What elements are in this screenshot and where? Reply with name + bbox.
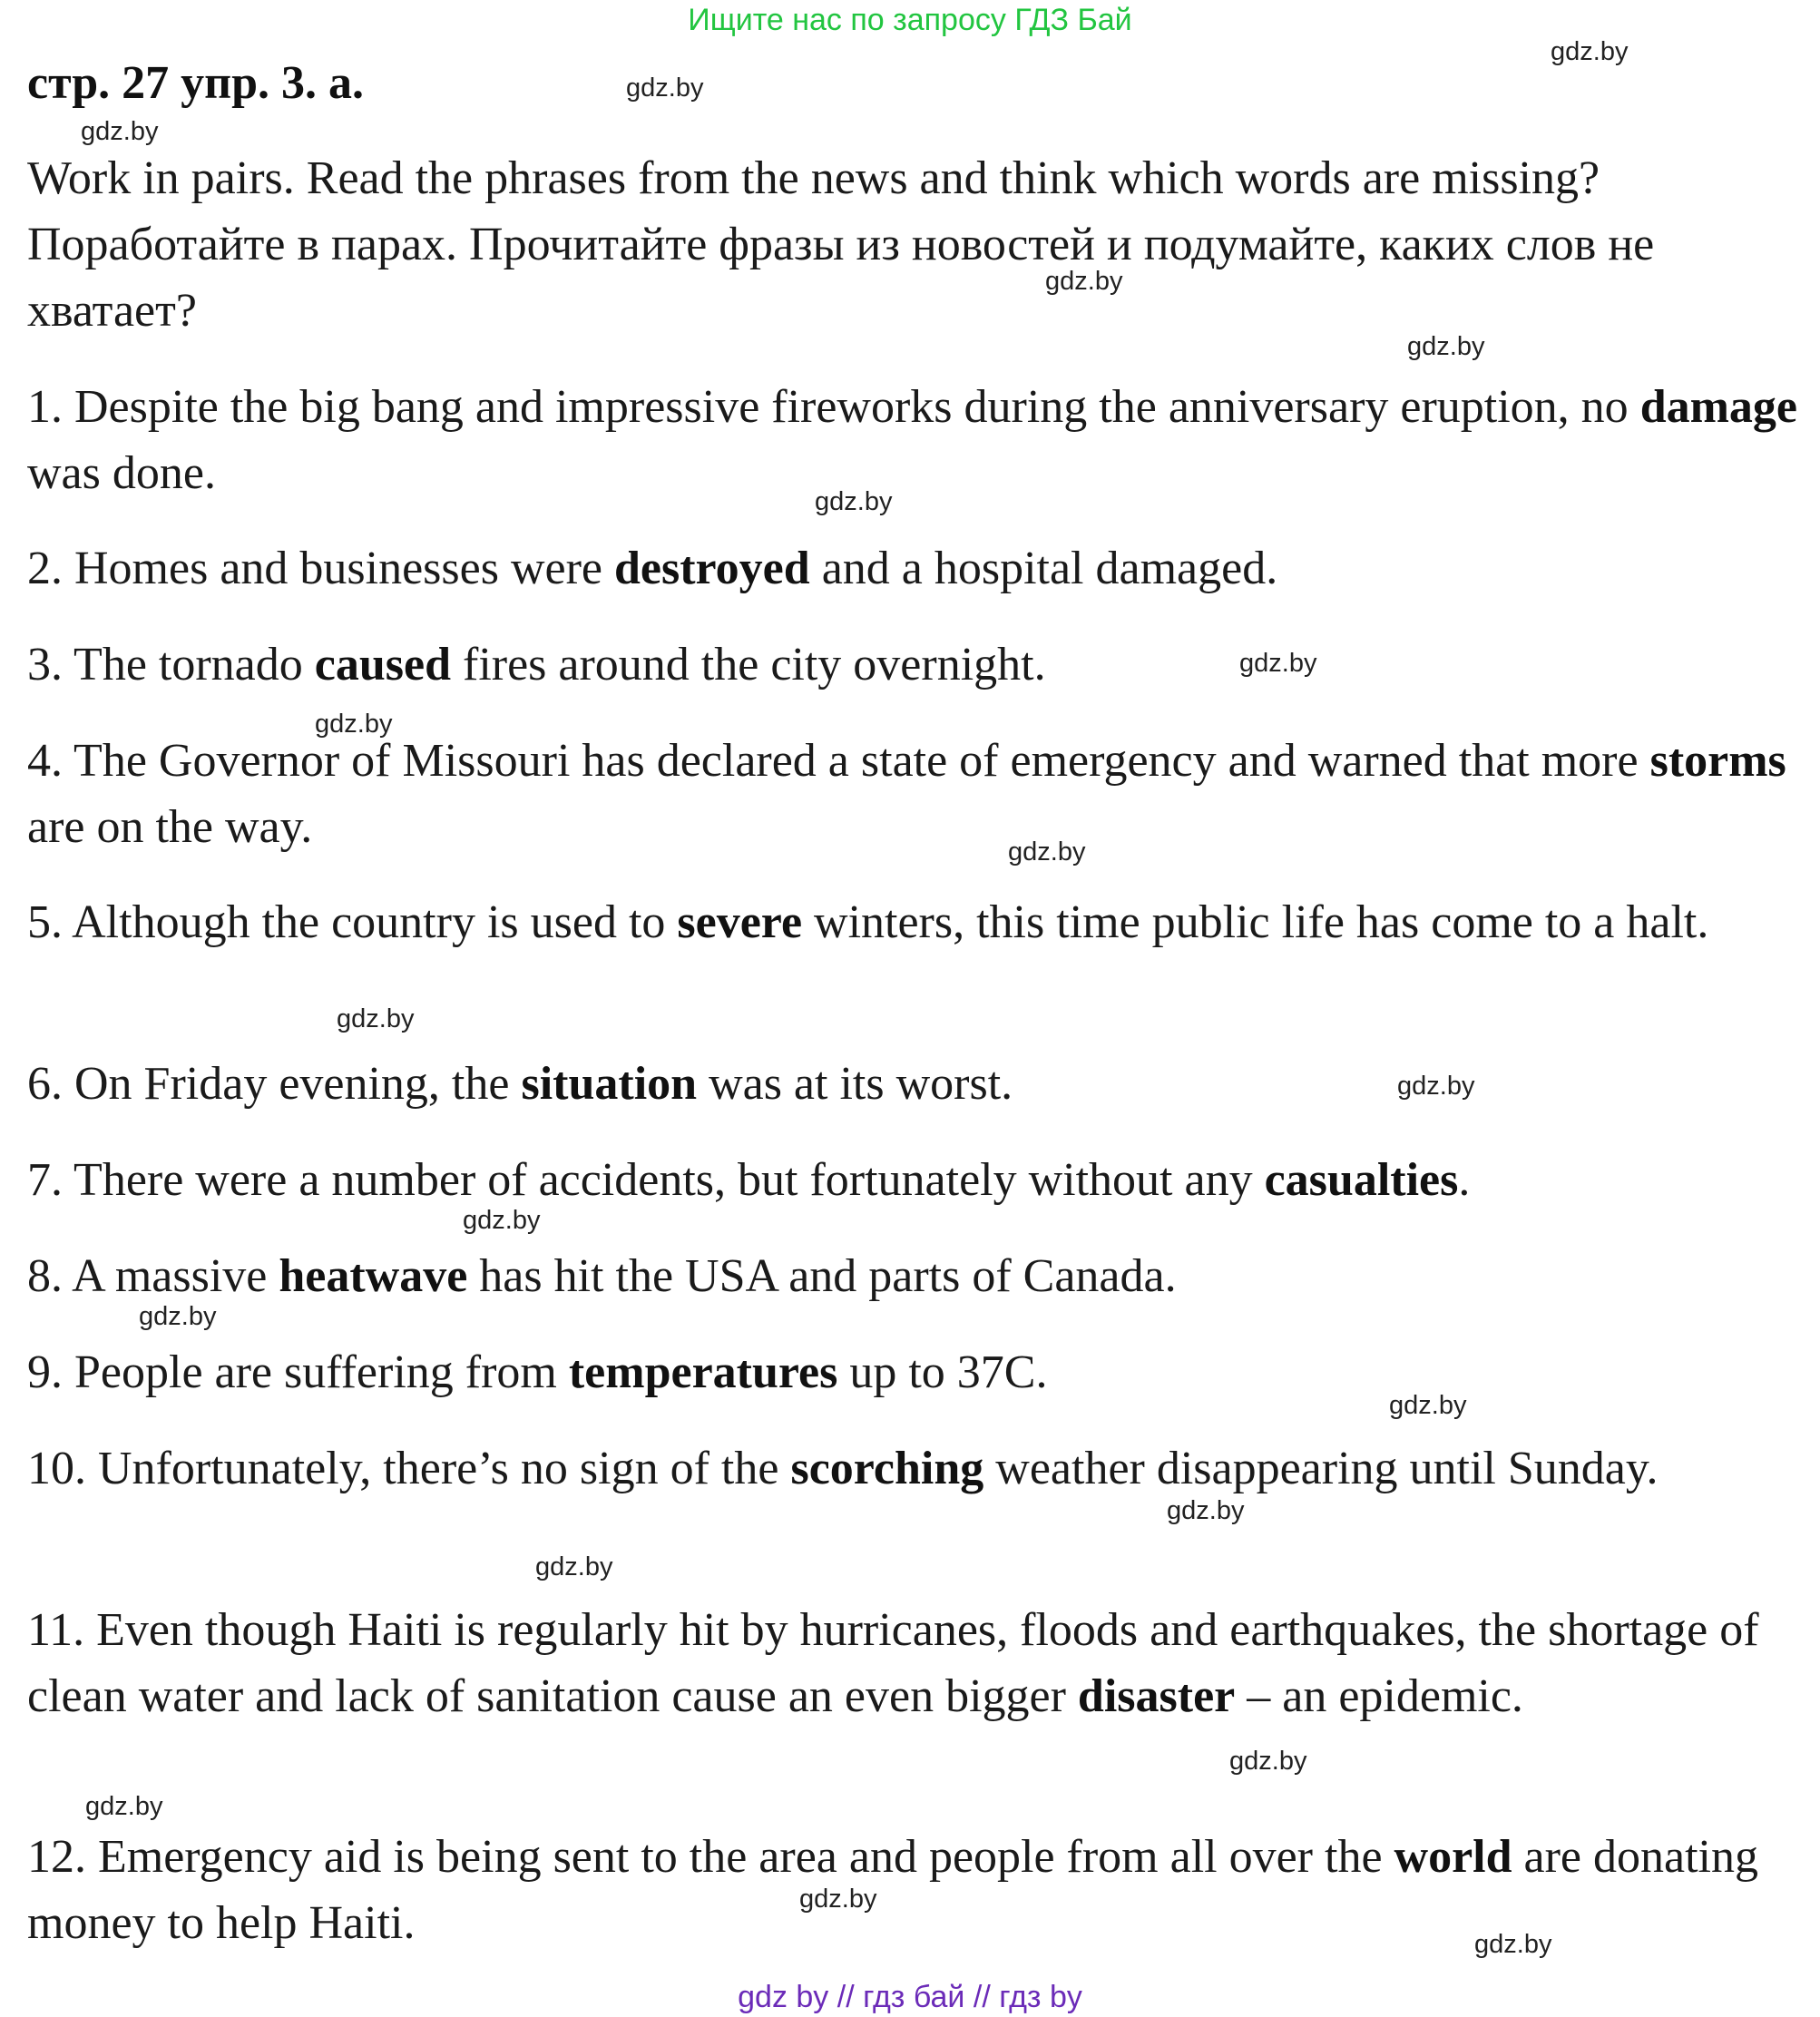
answer-word: scorching [790,1443,984,1494]
sentence-6: 6. On Friday evening, the situation was at its worst. [27,1058,1013,1110]
sentence-11: 11. Even though Haiti is regularly hit by hurricanes, floods and earthquakes, the shortage of clean water and lack of sanitation cause an even bigger disaster – an epidemic. [27,1604,1759,1722]
instructions [27,145,1805,344]
answer-word: severe [677,896,803,948]
watermark: gdz.by [626,73,704,103]
answer-word: destroyed [613,543,810,594]
sentence-3: 3. The tornado caused fires around the city overnight. [27,639,1046,690]
instructions-ru: Поработайте в парах. Прочитайте фразы из новостей и подумайте, каких слов не хватает? [27,219,1655,337]
sentence-1: 1. Despite the big bang and impressive fireworks during the anniversary eruption, no damage was done. [27,381,1798,499]
watermark: gdz.by [1551,37,1629,66]
watermark: gdz.by [1229,1747,1307,1776]
top-banner: Ищите нас по запросу ГДЗ Бай [688,3,1132,37]
watermark: gdz.by [1239,649,1317,678]
sentence-10: 10. Unfortunately, there’s no sign of the scorching weather disappearing until Sunday. [27,1443,1659,1494]
answer-word: casualties [1264,1154,1459,1206]
answer-word: caused [314,639,451,690]
answer-word: heatwave [279,1250,468,1302]
sentence-7: 7. There were a number of accidents, but fortunately without any casualties. [27,1154,1471,1206]
answer-word: storms [1649,735,1786,787]
watermark: gdz.by [1008,837,1086,867]
sentence-2: 2. Homes and businesses were destroyed and a hospital damaged. [27,543,1278,594]
watermark: gdz.by [315,710,393,739]
sentence-9: 9. People are suffering from temperatures up to 37C. [27,1346,1048,1398]
watermark: gdz.by [799,1885,877,1914]
sentence-8: 8. A massive heatwave has hit the USA and parts of Canada. [27,1250,1177,1302]
watermark: gdz.by [337,1004,415,1033]
watermark: gdz.by [81,117,159,146]
watermark: gdz.by [139,1302,217,1331]
answer-word: world [1394,1831,1512,1883]
watermark: gdz.by [1407,332,1485,361]
watermark: gdz.by [1397,1072,1475,1101]
footer: gdz by // гдз бай // гдз by [738,1980,1082,2014]
sentence-5: 5. Although the country is used to severe winters, this time public life has come to a halt. [27,896,1709,948]
watermark: gdz.by [535,1552,613,1581]
watermark: gdz.by [1045,267,1123,296]
answer-word: disaster [1077,1670,1236,1722]
page-title: стр. 27 упр. 3. a. [27,57,365,109]
watermark: gdz.by [815,487,893,516]
sentence-4: 4. The Governor of Missouri has declared a state of emergency and warned that more storms are on the way. [27,735,1786,853]
answer-word: damage [1639,381,1798,433]
watermark: gdz.by [1474,1930,1552,1959]
answer-word: temperatures [568,1346,838,1398]
sentence-12: 12. Emergency aid is being sent to the area and people from all over the world are donating money to help Haiti. [27,1831,1758,1949]
instructions-en: Work in pairs. Read the phrases from the news and think which words are missing? [27,152,1600,204]
watermark: gdz.by [85,1792,163,1821]
watermark: gdz.by [463,1206,541,1235]
watermark: gdz.by [1389,1391,1467,1420]
watermark: gdz.by [1167,1496,1245,1525]
answer-word: situation [521,1058,698,1110]
